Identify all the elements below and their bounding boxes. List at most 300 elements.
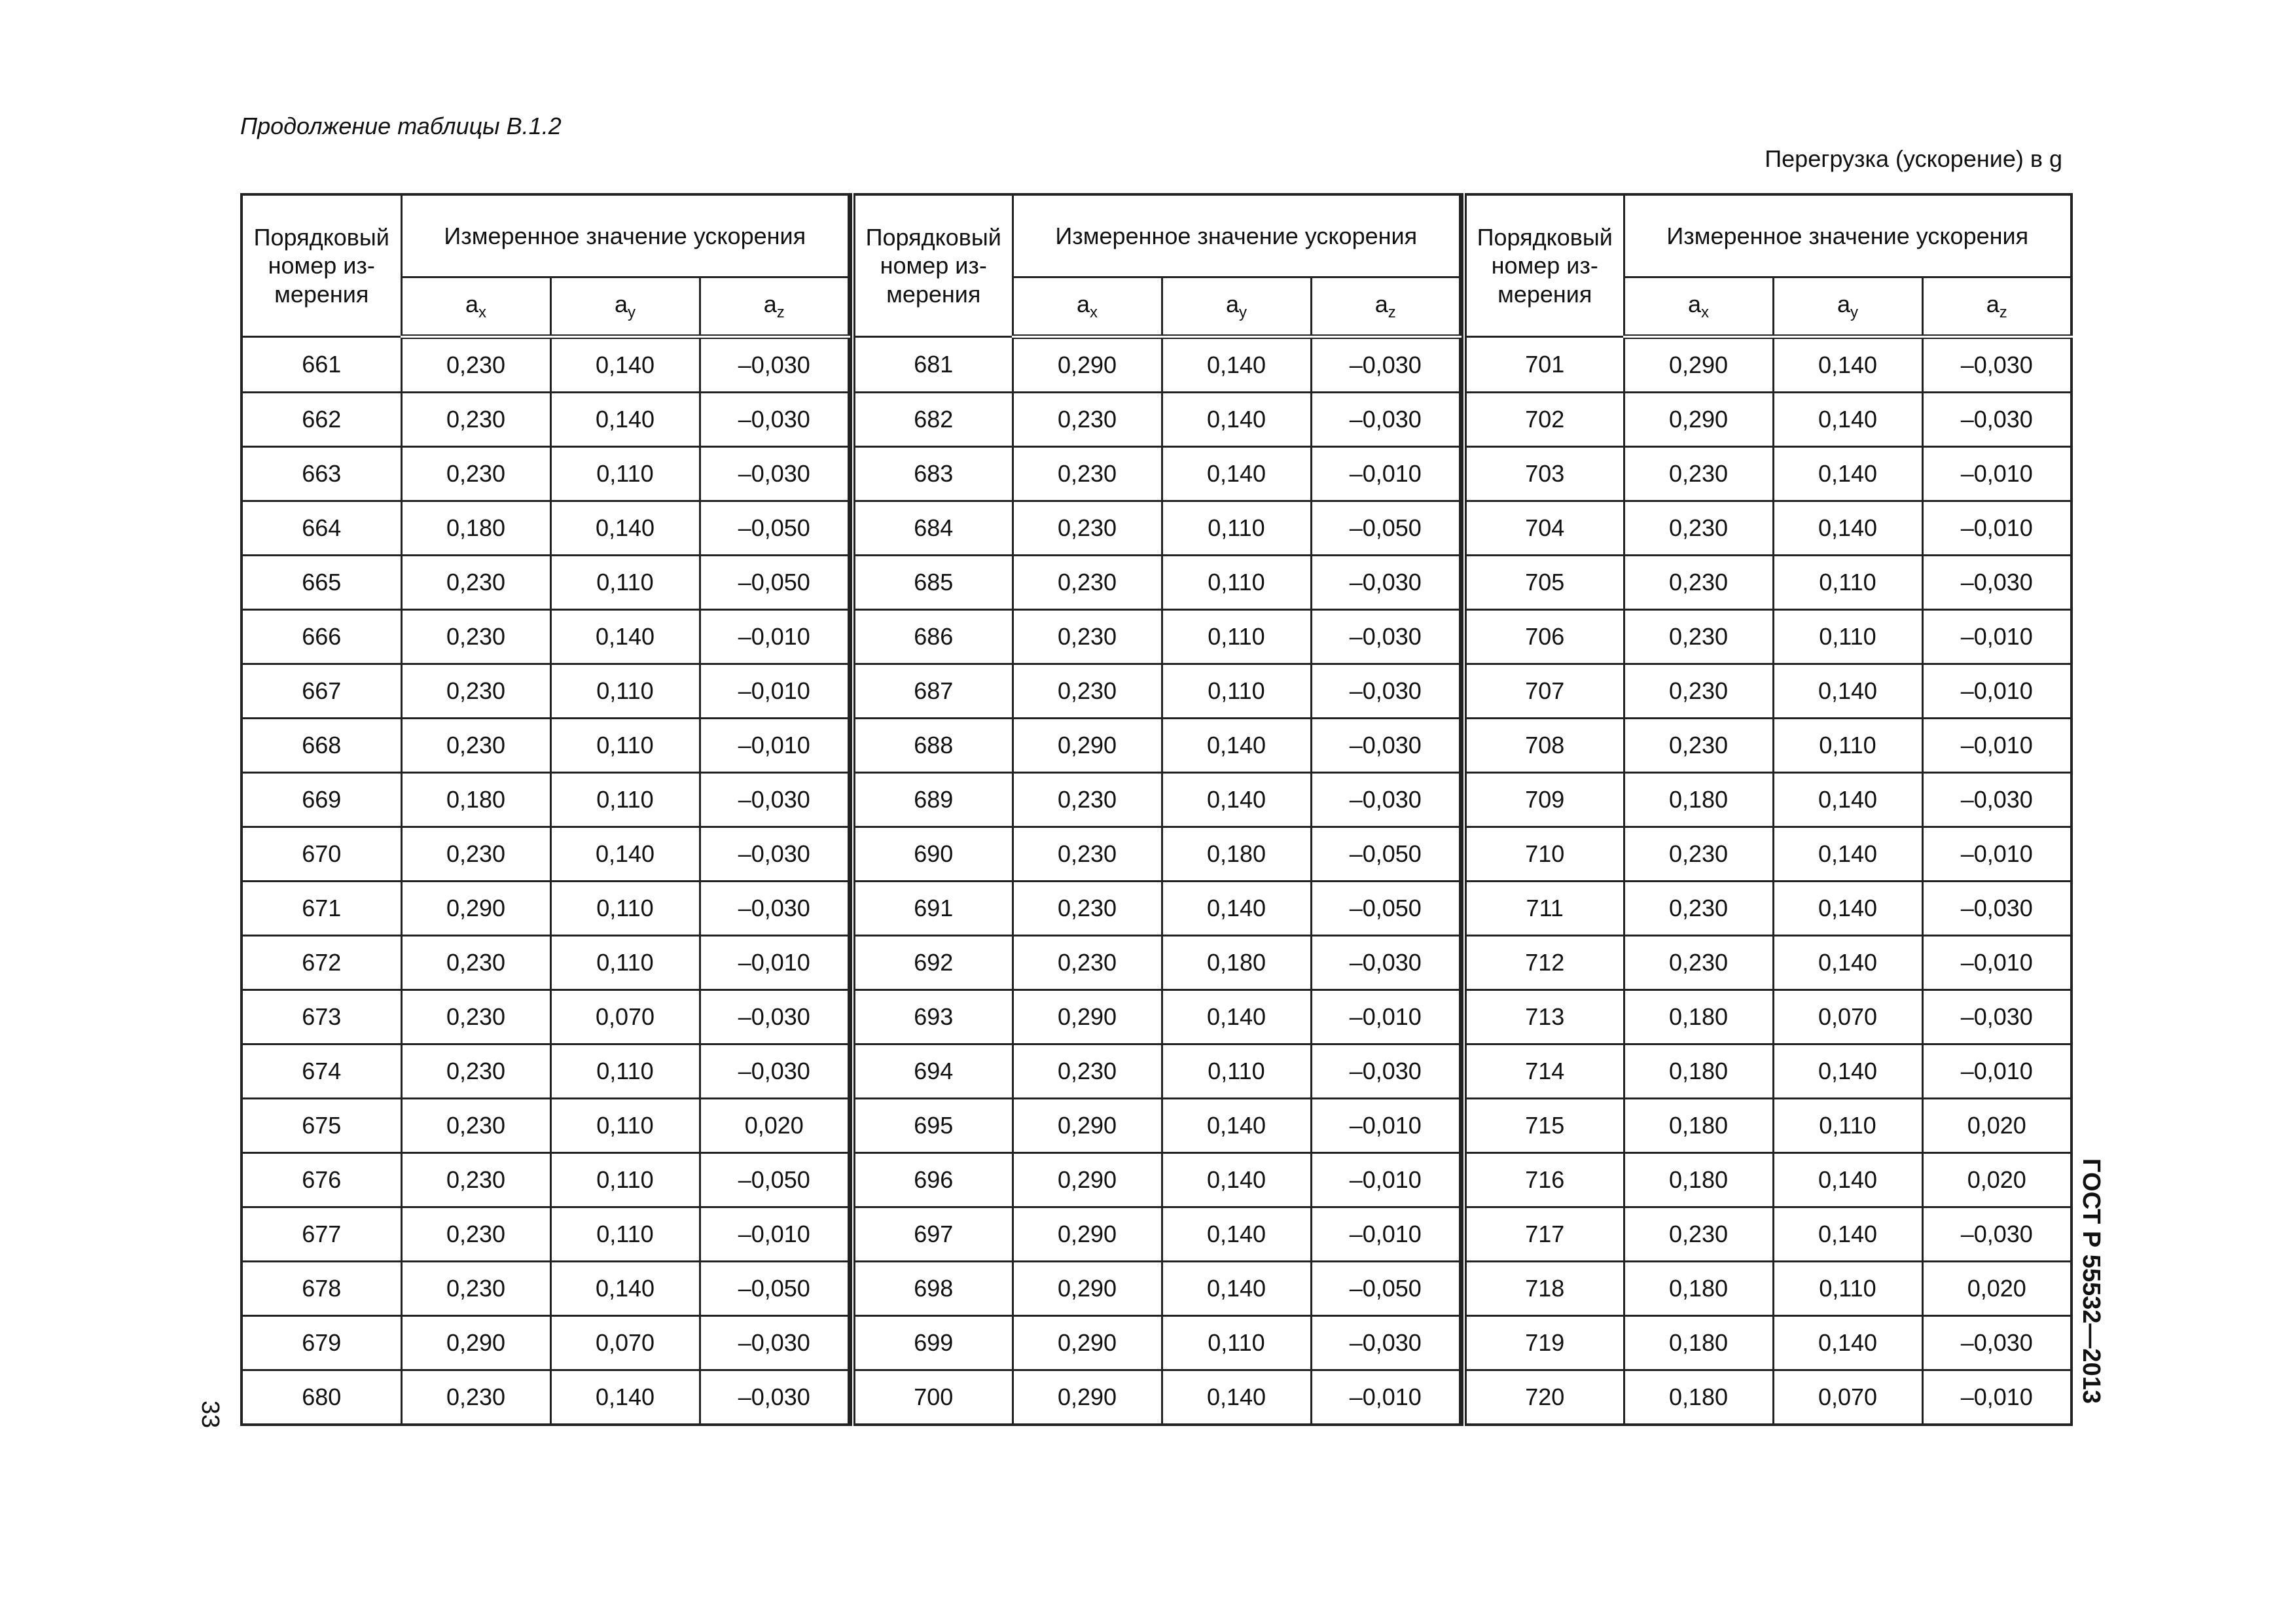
acceleration-value: 0,020: [1922, 1099, 2072, 1153]
table-row: [853, 1153, 1460, 1207]
acceleration-value: 0,020: [1922, 1153, 2072, 1207]
acceleration-value: 0,110: [1162, 664, 1311, 719]
table-row: [242, 556, 849, 610]
table-row: [853, 827, 1460, 882]
acceleration-value: 0,140: [1162, 773, 1311, 827]
acceleration-value: 0,140: [1162, 1099, 1311, 1153]
acceleration-value: 0,230: [1624, 1207, 1773, 1262]
acceleration-value: 0,230: [1624, 556, 1773, 610]
axis-subscript: x: [478, 304, 487, 322]
acceleration-value: 0,230: [1624, 664, 1773, 719]
axis-subscript: z: [1388, 304, 1396, 322]
unit-note: Перегрузка (ускорение) в g: [1765, 145, 2062, 172]
acceleration-value: –0,010: [700, 610, 849, 664]
acceleration-value: 0,140: [1162, 337, 1311, 393]
acceleration-value: –0,010: [1922, 936, 2072, 990]
acceleration-value: 0,230: [401, 447, 550, 501]
acceleration-value: 0,140: [550, 337, 700, 393]
acceleration-value: –0,030: [700, 337, 849, 393]
table-row: [1464, 610, 2072, 664]
acceleration-value: 0,180: [1624, 1370, 1773, 1425]
table-row: [242, 447, 849, 501]
acceleration-value: 0,110: [550, 936, 700, 990]
measurement-number: 664: [242, 501, 401, 556]
acceleration-value: 0,290: [1013, 1153, 1162, 1207]
acceleration-value: 0,230: [1624, 827, 1773, 882]
measurement-number: 719: [1464, 1316, 1624, 1370]
acceleration-value: 0,230: [401, 337, 550, 393]
table-row: [853, 719, 1460, 773]
acceleration-value: 0,180: [1624, 1262, 1773, 1316]
measurement-number: 688: [853, 719, 1013, 773]
acceleration-value: 0,020: [1922, 1262, 2072, 1316]
acceleration-value: –0,030: [700, 393, 849, 447]
acceleration-value: 0,290: [401, 1316, 550, 1370]
acceleration-value: 0,140: [1162, 1207, 1311, 1262]
acceleration-value: 0,110: [550, 1099, 700, 1153]
column-header-axis: [1311, 277, 1460, 337]
acceleration-value: 0,230: [401, 936, 550, 990]
acceleration-value: –0,010: [1311, 990, 1460, 1044]
acceleration-value: 0,180: [1624, 1153, 1773, 1207]
table-row: [1464, 447, 2072, 501]
acceleration-value: –0,050: [700, 1153, 849, 1207]
table-row: [242, 827, 849, 882]
acceleration-value: 0,140: [1773, 664, 1922, 719]
acceleration-value: 0,110: [1162, 1316, 1311, 1370]
table-row: [242, 1316, 849, 1370]
acceleration-value: 0,140: [1162, 393, 1311, 447]
table-row: [242, 1370, 849, 1425]
acceleration-value: –0,050: [700, 1262, 849, 1316]
column-header-number: Порядковый номер из-мерения: [242, 194, 401, 337]
acceleration-value: 0,230: [1624, 719, 1773, 773]
standard-label: ГОСТ Р 55532—2013: [2077, 1158, 2105, 1404]
measurement-number: 687: [853, 664, 1013, 719]
table-row: [1464, 501, 2072, 556]
acceleration-value: 0,230: [1013, 664, 1162, 719]
measurement-number: 700: [853, 1370, 1013, 1425]
table-row: [853, 882, 1460, 936]
table-row: [1464, 393, 2072, 447]
table-row: [853, 664, 1460, 719]
measurement-number: 683: [853, 447, 1013, 501]
acceleration-value: –0,050: [1311, 501, 1460, 556]
acceleration-value: 0,290: [1013, 1316, 1162, 1370]
table-row: [242, 393, 849, 447]
table-row: [1464, 1099, 2072, 1153]
column-header-axis: [700, 277, 849, 337]
table-row: [1464, 1207, 2072, 1262]
acceleration-value: 0,140: [1773, 1153, 1922, 1207]
acceleration-value: –0,010: [1311, 1099, 1460, 1153]
acceleration-value: 0,140: [550, 1262, 700, 1316]
acceleration-value: 0,290: [1013, 1099, 1162, 1153]
page-number: 33: [196, 1400, 224, 1429]
acceleration-value: –0,030: [1311, 337, 1460, 393]
column-header-group: Измеренное значение ускорения: [401, 194, 849, 277]
acceleration-value: –0,030: [700, 882, 849, 936]
measurement-number: 714: [1464, 1044, 1624, 1099]
column-header-number: Порядковый номер из-мерения: [1464, 194, 1624, 337]
acceleration-value: –0,030: [1922, 990, 2072, 1044]
table-row: [242, 1099, 849, 1153]
measurement-number: 703: [1464, 447, 1624, 501]
acceleration-value: –0,030: [1311, 556, 1460, 610]
acceleration-value: –0,030: [1922, 556, 2072, 610]
measurement-number: 670: [242, 827, 401, 882]
table-block: [1462, 193, 2073, 1426]
measurement-number: 684: [853, 501, 1013, 556]
table-row: [1464, 664, 2072, 719]
acceleration-value: –0,010: [1311, 1207, 1460, 1262]
acceleration-value: –0,030: [1922, 1316, 2072, 1370]
acceleration-value: 0,110: [1773, 1099, 1922, 1153]
acceleration-value: –0,050: [1311, 882, 1460, 936]
measurement-number: 661: [242, 337, 401, 393]
acceleration-value: 0,110: [1773, 610, 1922, 664]
acceleration-value: 0,230: [1013, 1044, 1162, 1099]
measurement-number: 676: [242, 1153, 401, 1207]
measurement-number: 672: [242, 936, 401, 990]
measurement-number: 673: [242, 990, 401, 1044]
axis-symbol: a: [614, 291, 628, 318]
acceleration-value: 0,230: [1013, 556, 1162, 610]
acceleration-value: 0,070: [550, 990, 700, 1044]
measurement-number: 720: [1464, 1370, 1624, 1425]
axis-symbol: a: [1374, 291, 1388, 318]
table-row: [242, 664, 849, 719]
acceleration-value: –0,010: [1922, 1044, 2072, 1099]
acceleration-value: 0,140: [1773, 1316, 1922, 1370]
table-row: [1464, 1316, 2072, 1370]
acceleration-value: 0,180: [1162, 827, 1311, 882]
acceleration-value: 0,180: [1624, 773, 1773, 827]
column-header-axis: [1922, 277, 2072, 337]
measurement-number: 691: [853, 882, 1013, 936]
acceleration-value: 0,110: [550, 1207, 700, 1262]
table-row: [242, 610, 849, 664]
measurement-number: 682: [853, 393, 1013, 447]
table-row: [853, 556, 1460, 610]
axis-subscript: x: [1701, 304, 1710, 322]
column-header-group: Измеренное значение ускорения: [1624, 194, 2072, 277]
acceleration-value: –0,050: [1311, 827, 1460, 882]
acceleration-value: 0,140: [550, 393, 700, 447]
table-row: [853, 1316, 1460, 1370]
acceleration-value: 0,110: [550, 447, 700, 501]
acceleration-value: 0,110: [550, 719, 700, 773]
measurement-number: 690: [853, 827, 1013, 882]
acceleration-value: 0,110: [1773, 1262, 1922, 1316]
acceleration-value: 0,230: [401, 1044, 550, 1099]
table-row: [853, 610, 1460, 664]
table-row: [1464, 719, 2072, 773]
acceleration-value: 0,180: [401, 773, 550, 827]
acceleration-value: 0,230: [1013, 447, 1162, 501]
table-row: [853, 1262, 1460, 1316]
acceleration-value: 0,290: [1013, 990, 1162, 1044]
acceleration-value: 0,140: [1773, 501, 1922, 556]
acceleration-value: –0,050: [700, 556, 849, 610]
acceleration-value: –0,030: [700, 827, 849, 882]
acceleration-value: 0,180: [1162, 936, 1311, 990]
acceleration-value: 0,230: [401, 990, 550, 1044]
measurement-number: 675: [242, 1099, 401, 1153]
acceleration-value: 0,230: [1013, 882, 1162, 936]
measurement-number: 696: [853, 1153, 1013, 1207]
acceleration-value: 0,140: [1773, 773, 1922, 827]
axis-subscript: z: [776, 304, 785, 322]
table-row: [1464, 556, 2072, 610]
acceleration-value: 0,290: [1013, 1370, 1162, 1425]
acceleration-value: 0,290: [1013, 337, 1162, 393]
measurement-number: 666: [242, 610, 401, 664]
acceleration-value: –0,050: [1311, 1262, 1460, 1316]
acceleration-value: –0,010: [1311, 447, 1460, 501]
acceleration-value: –0,030: [1311, 719, 1460, 773]
acceleration-value: –0,030: [1311, 610, 1460, 664]
axis-symbol: a: [465, 291, 479, 318]
acceleration-value: 0,290: [1013, 1262, 1162, 1316]
measurement-number: 710: [1464, 827, 1624, 882]
measurement-number: 662: [242, 393, 401, 447]
acceleration-value: 0,230: [401, 556, 550, 610]
column-header-axis: [1624, 277, 1773, 337]
axis-subscript: y: [628, 304, 636, 322]
acceleration-value: 0,070: [550, 1316, 700, 1370]
acceleration-value: 0,110: [550, 882, 700, 936]
measurement-number: 678: [242, 1262, 401, 1316]
acceleration-value: 0,140: [1162, 447, 1311, 501]
measurement-number: 667: [242, 664, 401, 719]
acceleration-value: 0,140: [1162, 990, 1311, 1044]
acceleration-value: –0,030: [700, 773, 849, 827]
measurement-number: 681: [853, 337, 1013, 393]
table-row: [853, 337, 1460, 393]
acceleration-value: 0,290: [1013, 1207, 1162, 1262]
table-row: [1464, 936, 2072, 990]
measurement-number: 685: [853, 556, 1013, 610]
measurement-number: 702: [1464, 393, 1624, 447]
axis-subscript: y: [1850, 304, 1859, 322]
acceleration-value: 0,290: [1624, 393, 1773, 447]
acceleration-value: 0,110: [1162, 556, 1311, 610]
acceleration-value: 0,230: [1013, 610, 1162, 664]
acceleration-value: 0,180: [1624, 1044, 1773, 1099]
acceleration-value: –0,030: [1311, 1044, 1460, 1099]
table-caption: Продолжение таблицы В.1.2: [240, 113, 562, 139]
acceleration-value: 0,290: [1624, 337, 1773, 393]
measurement-number: 694: [853, 1044, 1013, 1099]
measurement-number: 704: [1464, 501, 1624, 556]
table-row: [242, 501, 849, 556]
acceleration-value: –0,050: [700, 501, 849, 556]
table-row: [1464, 337, 2072, 393]
acceleration-value: 0,230: [1013, 936, 1162, 990]
table-row: [242, 719, 849, 773]
acceleration-value: –0,010: [1311, 1153, 1460, 1207]
acceleration-value: –0,030: [1922, 337, 2072, 393]
measurement-number: 697: [853, 1207, 1013, 1262]
table-row: [853, 501, 1460, 556]
table-row: [242, 1262, 849, 1316]
acceleration-value: 0,180: [1624, 1316, 1773, 1370]
column-header-axis: [550, 277, 700, 337]
acceleration-value: –0,010: [700, 1207, 849, 1262]
acceleration-value: 0,140: [1162, 1370, 1311, 1425]
table-row: [1464, 1370, 2072, 1425]
measurement-number: 677: [242, 1207, 401, 1262]
acceleration-value: 0,230: [401, 1370, 550, 1425]
acceleration-value: 0,140: [550, 501, 700, 556]
acceleration-value: –0,030: [700, 447, 849, 501]
acceleration-value: –0,010: [1922, 719, 2072, 773]
table-block: [240, 193, 850, 1426]
acceleration-value: 0,140: [550, 610, 700, 664]
column-header-axis: [401, 277, 550, 337]
table-row: [242, 337, 849, 393]
acceleration-value: 0,140: [1162, 882, 1311, 936]
acceleration-value: –0,030: [700, 1370, 849, 1425]
table-row: [853, 447, 1460, 501]
acceleration-value: –0,010: [1922, 610, 2072, 664]
table-row: [242, 1153, 849, 1207]
acceleration-value: –0,010: [700, 936, 849, 990]
table-row: [853, 936, 1460, 990]
acceleration-value: 0,110: [550, 1153, 700, 1207]
table-row: [1464, 1262, 2072, 1316]
measurement-number: 711: [1464, 882, 1624, 936]
acceleration-value: 0,290: [401, 882, 550, 936]
acceleration-value: 0,110: [1773, 556, 1922, 610]
acceleration-value: 0,110: [1773, 719, 1922, 773]
acceleration-value: 0,140: [1773, 337, 1922, 393]
measurement-number: 706: [1464, 610, 1624, 664]
measurement-number: 689: [853, 773, 1013, 827]
table-row: [1464, 1044, 2072, 1099]
table-row: [1464, 990, 2072, 1044]
acceleration-value: 0,290: [1013, 719, 1162, 773]
axis-symbol: a: [1986, 291, 2000, 318]
acceleration-value: 0,230: [401, 1153, 550, 1207]
acceleration-value: –0,010: [1922, 501, 2072, 556]
acceleration-value: –0,010: [1922, 447, 2072, 501]
acceleration-value: –0,010: [1922, 1370, 2072, 1425]
table-row: [853, 990, 1460, 1044]
table-row: [853, 1370, 1460, 1425]
acceleration-value: 0,110: [550, 556, 700, 610]
measurement-number: 680: [242, 1370, 401, 1425]
measurement-number: 693: [853, 990, 1013, 1044]
column-header-axis: [1162, 277, 1311, 337]
measurement-number: 699: [853, 1316, 1013, 1370]
table-row: [853, 393, 1460, 447]
acceleration-value: 0,230: [401, 664, 550, 719]
measurement-number: 712: [1464, 936, 1624, 990]
measurement-number: 707: [1464, 664, 1624, 719]
measurement-number: 668: [242, 719, 401, 773]
acceleration-value: 0,230: [401, 1207, 550, 1262]
acceleration-value: –0,030: [1311, 773, 1460, 827]
table-row: [1464, 827, 2072, 882]
acceleration-value: 0,110: [1162, 610, 1311, 664]
acceleration-value: –0,030: [1922, 773, 2072, 827]
table-row: [242, 773, 849, 827]
measurement-number: 709: [1464, 773, 1624, 827]
measurement-number: 698: [853, 1262, 1013, 1316]
acceleration-value: –0,030: [1922, 393, 2072, 447]
acceleration-value: 0,230: [1624, 936, 1773, 990]
acceleration-value: 0,230: [1624, 610, 1773, 664]
acceleration-value: –0,010: [1922, 827, 2072, 882]
acceleration-value: 0,230: [1013, 393, 1162, 447]
acceleration-value: 0,110: [550, 1044, 700, 1099]
axis-subscript: x: [1090, 304, 1098, 322]
axis-symbol: a: [1837, 291, 1851, 318]
measurement-number: 715: [1464, 1099, 1624, 1153]
acceleration-value: 0,230: [401, 827, 550, 882]
acceleration-value: 0,180: [401, 501, 550, 556]
acceleration-value: 0,140: [550, 827, 700, 882]
acceleration-value: 0,140: [1773, 447, 1922, 501]
table-row: [853, 1099, 1460, 1153]
table-row: [1464, 773, 2072, 827]
acceleration-value: 0,230: [1624, 501, 1773, 556]
measurement-number: 717: [1464, 1207, 1624, 1262]
axis-symbol: a: [1225, 291, 1240, 318]
table-row: [242, 936, 849, 990]
axis-symbol: a: [1687, 291, 1702, 318]
acceleration-value: 0,140: [1773, 1207, 1922, 1262]
acceleration-value: 0,230: [1013, 501, 1162, 556]
table-row: [242, 1044, 849, 1099]
column-header-number: Порядковый номер из-мерения: [853, 194, 1013, 337]
acceleration-value: 0,140: [1162, 1153, 1311, 1207]
table-row: [853, 1044, 1460, 1099]
acceleration-value: 0,110: [1162, 1044, 1311, 1099]
acceleration-value: 0,140: [1162, 1262, 1311, 1316]
acceleration-value: 0,110: [550, 773, 700, 827]
acceleration-value: –0,030: [1311, 393, 1460, 447]
measurement-number: 669: [242, 773, 401, 827]
column-header-group: Измеренное значение ускорения: [1013, 194, 1460, 277]
acceleration-value: 0,140: [1773, 1044, 1922, 1099]
table-row: [1464, 882, 2072, 936]
acceleration-value: 0,230: [1624, 447, 1773, 501]
table-block: [850, 193, 1462, 1426]
table-row: [1464, 1153, 2072, 1207]
measurement-number: 663: [242, 447, 401, 501]
measurement-number: 686: [853, 610, 1013, 664]
column-header-axis: [1013, 277, 1162, 337]
axis-subscript: z: [1999, 304, 2007, 322]
acceleration-value: –0,030: [700, 990, 849, 1044]
acceleration-value: 0,110: [1162, 501, 1311, 556]
measurement-number: 671: [242, 882, 401, 936]
measurement-number: 716: [1464, 1153, 1624, 1207]
measurement-number: 705: [1464, 556, 1624, 610]
table-row: [853, 773, 1460, 827]
acceleration-value: 0,230: [1624, 882, 1773, 936]
acceleration-value: 0,230: [401, 1099, 550, 1153]
acceleration-value: 0,230: [1013, 773, 1162, 827]
acceleration-value: –0,030: [1311, 664, 1460, 719]
measurement-number: 713: [1464, 990, 1624, 1044]
measurement-table: [240, 193, 2073, 1426]
measurement-number: 701: [1464, 337, 1624, 393]
measurement-number: 665: [242, 556, 401, 610]
